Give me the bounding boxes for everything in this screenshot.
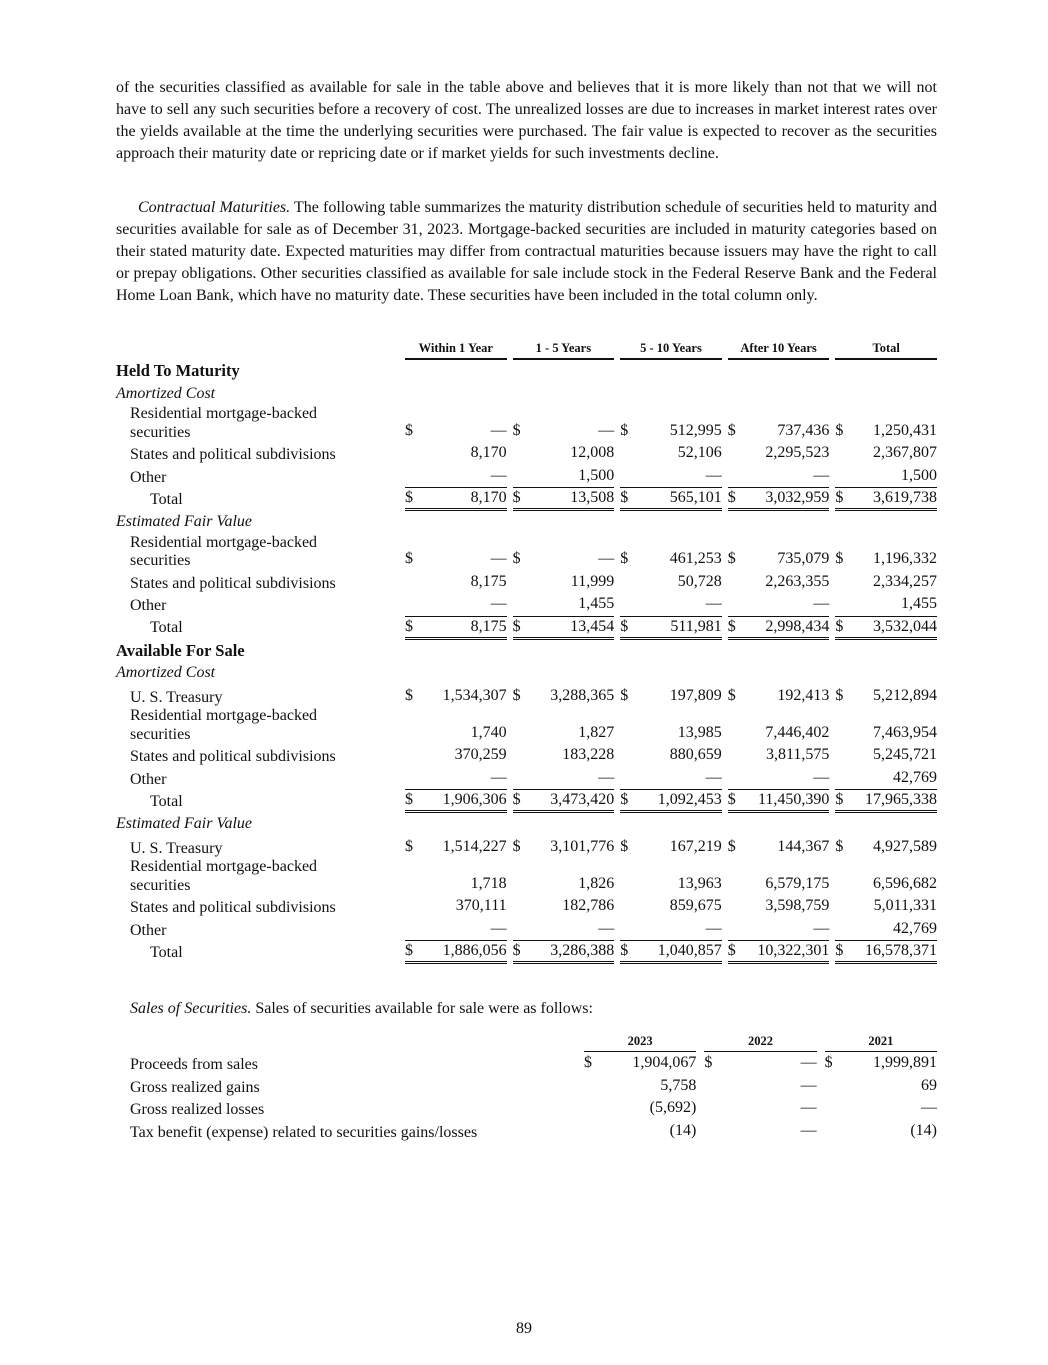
currency-symbol: $	[512, 550, 521, 567]
row-label: States and political subdivisions	[130, 899, 336, 916]
currency-symbol: $	[620, 421, 629, 439]
column-header: Within 1 Year	[405, 338, 507, 360]
table-row	[116, 1120, 937, 1143]
cell-value: —	[705, 768, 722, 786]
header-row	[116, 338, 937, 360]
cell-value: 3,473,420	[550, 791, 615, 808]
cell-value: —	[705, 595, 722, 612]
paragraph-lead: Contractual Maturities.	[138, 199, 291, 216]
cell-value: 1,092,453	[657, 791, 722, 808]
cell-value: 512,995	[669, 421, 722, 439]
cell-value: —	[490, 421, 507, 439]
cell-value: —	[813, 466, 830, 484]
currency-symbol: $	[727, 489, 736, 506]
currency-symbol: $	[835, 550, 844, 567]
cell-value: 1,500	[901, 466, 937, 484]
paragraph-text: Sales of securities available for sale were as follows:	[251, 1000, 593, 1017]
currency-symbol: $	[405, 686, 413, 704]
currency-symbol: $	[727, 421, 736, 439]
cell-value: —	[921, 1099, 937, 1116]
row-label: U. S. Treasury	[130, 839, 223, 857]
row-label: Other	[130, 770, 167, 788]
subsection-row	[116, 813, 937, 836]
cell-value: —	[705, 466, 722, 484]
column-header: Total	[835, 338, 937, 360]
cell-value: 1,040,857	[657, 942, 722, 959]
currency-symbol: $	[620, 686, 629, 704]
cell-value: 2,263,355	[765, 572, 830, 590]
cell-value: 735,079	[777, 550, 830, 567]
column-header: 2022	[704, 1031, 816, 1052]
column-header: 2023	[584, 1031, 696, 1052]
section-heading-row	[116, 640, 937, 663]
row-label: Tax benefit (expense) related to securities gains/losses	[130, 1123, 478, 1141]
column-header: 1 - 5 Years	[513, 338, 615, 360]
paragraph-unrealized-losses: of the securities classified as available for sale in the table above and believes that it is more likely than not that we will not have to sell any such securities before a recovery of cost. The unrealized losses are due to increases in market interest rates over the yields available at the time the underlying securities were purchased. The fair value is expected to recover as the securities approach their maturity date or repricing date or if market yields for such investments decline.	[116, 79, 937, 162]
row-label: Residential mortgage-backed securities	[130, 533, 318, 569]
currency-symbol: $	[405, 550, 413, 567]
currency-symbol: $	[727, 550, 736, 567]
cell-value: 5,245,721	[873, 746, 937, 763]
currency-symbol: $	[835, 617, 844, 635]
currency-symbol: $	[704, 1054, 713, 1071]
currency-symbol: $	[405, 837, 413, 855]
cell-value: 1,250,431	[873, 421, 937, 439]
cell-value: 2,367,807	[873, 444, 937, 461]
cell-value: 8,170	[470, 444, 507, 461]
currency-symbol: $	[512, 686, 521, 704]
cell-value: 737,436	[777, 421, 830, 439]
currency-symbol: $	[512, 791, 521, 808]
row-label: Proceeds from sales	[130, 1056, 258, 1073]
cell-value: 17,965,338	[865, 791, 937, 808]
cell-value: 1,999,891	[873, 1054, 937, 1071]
cell-value: 1,455	[578, 595, 615, 612]
cell-value: 16,578,371	[865, 942, 937, 959]
cell-value: 2,998,434	[765, 617, 830, 635]
currency-symbol: $	[835, 942, 844, 959]
cell-value: 42,769	[893, 919, 937, 937]
row-label: States and political subdivisions	[130, 574, 336, 592]
currency-symbol: $	[835, 791, 844, 808]
table-row	[116, 744, 937, 767]
currency-symbol: $	[512, 942, 521, 959]
cell-value: 42,769	[893, 768, 937, 786]
cell-value: 197,809	[669, 686, 722, 704]
cell-value: 8,170	[470, 489, 507, 506]
cell-value: —	[598, 768, 615, 786]
cell-value: 2,334,257	[873, 572, 937, 590]
cell-value: 8,175	[470, 617, 507, 635]
cell-value: —	[490, 466, 507, 484]
cell-value: 370,259	[454, 746, 507, 763]
table-row	[116, 858, 937, 895]
total-row	[116, 616, 937, 640]
currency-symbol: $	[620, 617, 629, 635]
cell-value: —	[800, 1054, 817, 1071]
row-label: Held To Maturity	[116, 361, 240, 380]
column-header: 5 - 10 Years	[620, 338, 722, 360]
table-row	[116, 707, 937, 744]
currency-symbol: $	[620, 942, 629, 959]
cell-value: 5,758	[660, 1076, 697, 1094]
cell-value: 880,659	[669, 746, 722, 763]
table-row	[116, 895, 937, 918]
row-label: Residential mortgage-backed securities	[130, 405, 318, 441]
cell-value: 1,534,307	[442, 686, 507, 704]
row-label: Other	[130, 921, 167, 939]
row-label: Gross realized gains	[130, 1078, 260, 1096]
row-label: Gross realized losses	[130, 1101, 265, 1118]
cell-value: 3,032,959	[765, 489, 830, 506]
cell-value: (14)	[669, 1121, 697, 1139]
cell-value: 167,219	[669, 837, 722, 855]
table-row	[116, 405, 937, 442]
currency-symbol: $	[405, 617, 413, 635]
row-label: States and political subdivisions	[130, 446, 336, 463]
table-row	[116, 1075, 937, 1098]
table-row	[116, 918, 937, 941]
cell-value: 1,740	[470, 723, 507, 741]
cell-value: 565,101	[669, 489, 722, 506]
row-label: Available For Sale	[116, 640, 245, 660]
sales-of-securities-table	[116, 1031, 937, 1142]
currency-symbol: $	[405, 489, 413, 506]
cell-value: —	[598, 550, 615, 567]
cell-value: 5,212,894	[873, 686, 937, 704]
currency-symbol: $	[405, 421, 413, 439]
currency-symbol: $	[835, 686, 844, 704]
table-row	[116, 767, 937, 790]
cell-value: (14)	[910, 1121, 937, 1139]
table-row	[116, 1097, 937, 1120]
cell-value: 11,999	[570, 572, 615, 590]
cell-value: 6,579,175	[765, 874, 830, 892]
cell-value: —	[813, 595, 830, 612]
total-row	[116, 789, 937, 813]
cell-value: 10,322,301	[757, 942, 830, 959]
currency-symbol: $	[405, 791, 413, 808]
cell-value: —	[490, 768, 507, 786]
row-label: Residential mortgage-backed securities	[130, 858, 318, 894]
cell-value: 2,295,523	[765, 444, 830, 461]
cell-value: —	[705, 919, 722, 937]
cell-value: 6,596,682	[873, 874, 937, 892]
cell-value: 13,985	[677, 723, 722, 741]
cell-value: —	[490, 550, 507, 567]
currency-symbol: $	[835, 837, 844, 855]
currency-symbol: $	[512, 837, 521, 855]
table-row	[116, 571, 937, 594]
total-row	[116, 487, 937, 511]
table-row	[116, 593, 937, 616]
row-label: Total	[150, 943, 183, 961]
subsection-row	[116, 662, 937, 685]
cell-value: (5,692)	[649, 1099, 697, 1116]
table-row	[116, 685, 937, 708]
cell-value: 3,811,575	[765, 746, 830, 763]
currency-symbol: $	[835, 489, 844, 506]
cell-value: 1,455	[901, 595, 937, 612]
cell-value: 52,106	[677, 444, 722, 461]
currency-symbol: $	[727, 617, 736, 635]
cell-value: 192,413	[777, 686, 830, 704]
paragraph-text: The following table summarizes the maturity distribution schedule of securities held to maturity and securities available for sale as of December 31, 2023. Mortgage-backed securities are included in maturity categories based on their stated maturity date. Expected maturities may differ from contractual maturities because issuers may have the right to call or prepay obligations. Other securities classified as available for sale include stock in the Federal Reserve Bank and the Federal Home Loan Bank, which have no maturity date. These securities have been included in the total column only.	[116, 199, 937, 304]
cell-value: 5,011,331	[873, 897, 937, 914]
currency-symbol: $	[512, 489, 521, 506]
cell-value: 1,514,227	[442, 837, 507, 855]
cell-value: 1,826	[578, 874, 615, 892]
cell-value: 69	[921, 1076, 937, 1094]
cell-value: 13,454	[570, 617, 615, 635]
currency-symbol: $	[405, 942, 413, 959]
cell-value: 3,598,759	[765, 897, 830, 914]
cell-value: 461,253	[669, 550, 722, 567]
cell-value: —	[813, 919, 830, 937]
cell-value: 1,718	[470, 874, 507, 892]
column-header: After 10 Years	[728, 338, 830, 360]
cell-value: 1,886,056	[442, 942, 507, 959]
paragraph-lead: Sales of Securities.	[130, 1000, 252, 1017]
maturity-distribution-table	[116, 338, 937, 964]
cell-value: —	[813, 768, 830, 786]
cell-value: —	[490, 595, 507, 612]
cell-value: 1,500	[578, 466, 615, 484]
currency-symbol: $	[835, 421, 844, 439]
table-row	[116, 1052, 937, 1075]
cell-value: 3,288,365	[550, 686, 615, 704]
cell-value: —	[800, 1076, 817, 1094]
page-number: 89	[516, 1320, 532, 1337]
currency-symbol: $	[512, 421, 521, 439]
paragraph-contractual-maturities	[116, 197, 937, 307]
row-label: States and political subdivisions	[130, 748, 336, 765]
row-label: U. S. Treasury	[130, 688, 223, 706]
row-label: Total	[150, 792, 183, 810]
row-label: Estimated Fair Value	[116, 513, 252, 530]
row-label: Estimated Fair Value	[116, 815, 252, 832]
row-label: Other	[130, 597, 167, 614]
cell-value: 50,728	[677, 572, 722, 590]
cell-value: 4,927,589	[873, 837, 937, 855]
cell-value: 3,532,044	[873, 617, 937, 635]
table-row	[116, 442, 937, 465]
currency-symbol: $	[620, 550, 629, 567]
subsection-row	[116, 383, 937, 406]
header-row	[116, 1031, 937, 1052]
cell-value: 511,981	[670, 617, 722, 635]
row-label: Total	[150, 619, 183, 636]
currency-symbol: $	[620, 837, 629, 855]
column-header: 2021	[825, 1031, 937, 1052]
cell-value: 13,508	[570, 489, 615, 506]
currency-symbol: $	[584, 1054, 592, 1071]
section-heading-row	[116, 360, 937, 383]
table-row	[116, 534, 937, 571]
cell-value: —	[800, 1121, 817, 1139]
currency-symbol: $	[727, 686, 736, 704]
paragraph-sales	[116, 998, 937, 1020]
cell-value: 13,963	[677, 874, 722, 892]
cell-value: 183,228	[562, 746, 615, 763]
cell-value: 1,196,332	[873, 550, 937, 567]
subsection-row	[116, 511, 937, 534]
table-row	[116, 836, 937, 859]
cell-value: 182,786	[562, 897, 615, 914]
cell-value: 1,906,306	[442, 791, 507, 808]
currency-symbol: $	[727, 837, 736, 855]
cell-value: 8,175	[470, 572, 507, 590]
currency-symbol: $	[824, 1054, 833, 1071]
row-label: Amortized Cost	[116, 664, 216, 681]
cell-value: 7,463,954	[873, 723, 937, 741]
cell-value: 144,367	[777, 837, 830, 855]
cell-value: 11,450,390	[757, 791, 830, 808]
currency-symbol: $	[727, 791, 736, 808]
currency-symbol: $	[727, 942, 736, 959]
row-label: Residential mortgage-backed securities	[130, 707, 318, 743]
cell-value: —	[490, 919, 507, 937]
currency-symbol: $	[620, 489, 629, 506]
cell-value: —	[598, 421, 615, 439]
cell-value: 3,101,776	[550, 837, 615, 855]
cell-value: 370,111	[455, 897, 507, 914]
total-row	[116, 940, 937, 964]
cell-value: —	[598, 919, 615, 937]
cell-value: 3,619,738	[873, 489, 937, 506]
table-row	[116, 465, 937, 488]
cell-value: —	[800, 1099, 817, 1116]
cell-value: 3,286,388	[550, 942, 615, 959]
cell-value: 7,446,402	[765, 723, 830, 741]
currency-symbol: $	[512, 617, 521, 635]
row-label: Amortized Cost	[116, 384, 216, 402]
cell-value: 859,675	[669, 897, 722, 914]
row-label: Total	[150, 490, 183, 508]
cell-value: 1,827	[578, 723, 615, 741]
cell-value: 12,008	[570, 444, 615, 461]
cell-value: 1,904,067	[632, 1054, 697, 1071]
currency-symbol: $	[620, 791, 629, 808]
row-label: Other	[130, 468, 167, 486]
